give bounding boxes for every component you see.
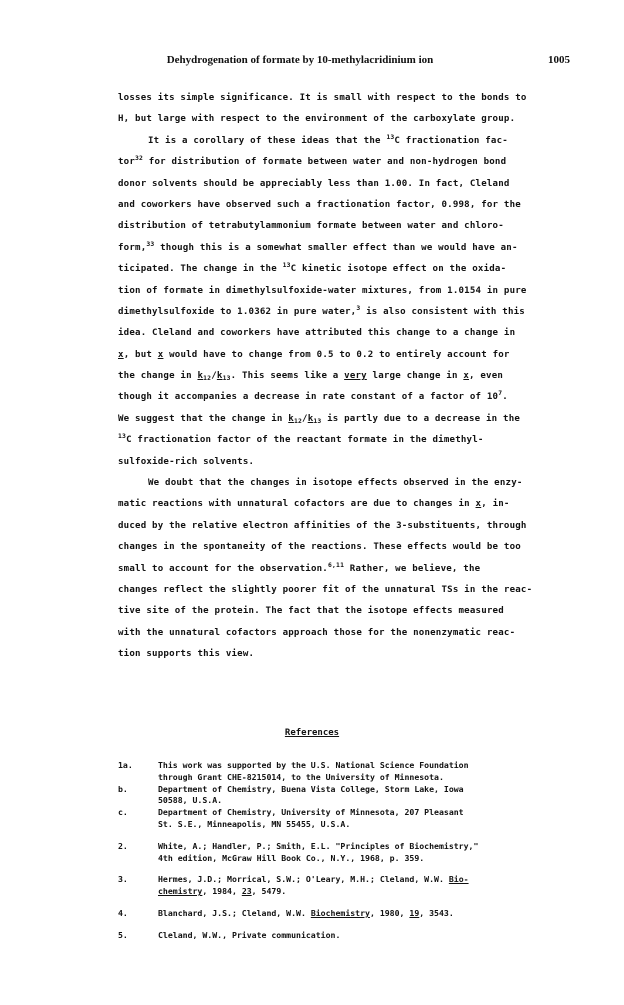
reference-item: 3. Hermes, J.D.; Morrical, S.W.; O'Leary, M.H.; Cleland, W.W. Bio- chemistry, 1984, 23, 5479. [118,874,469,897]
reference-item: 1a. This work was supported by the U.S. National Science Foundation through Grant CHE-8215014, to the University of Minnesota. [118,760,469,782]
text-line: with the unnatural cofactors approach those for the nonenzymatic reac- [118,627,516,638]
references-heading: References [284,728,340,738]
reference-item: c. Department of Chemistry, University of Minnesota, 207 Pleasant St. S.E., Minneapolis, MN 55455, U.S.A. [118,807,464,829]
text-line: duced by the relative electron affinities of the 3-substituents, through [118,520,527,531]
text-line: sulfoxide-rich solvents. [118,456,255,467]
text-line: H, but large with respect to the environment of the carboxylate group. [118,114,516,125]
text-line: It is a corollary of these ideas that the $^{13}$C fractionation fac- [148,132,508,146]
reference-item: b. Department of Chemistry, Buena Vista College, Storm Lake, Iowa 50588, U.S.A. [118,783,464,806]
running-header-title: Dehydrogenation of formate by 10-methylacridinium ion [166,54,434,66]
text-line: tion of formate in dimethylsulfoxide-water mixtures, from 1.0154 in pure [118,285,527,296]
text-line: though it accompanies a decrease in rate constant of a factor of $10^7$. [118,389,508,403]
text-line: and coworkers have observed such a fractionation factor, 0.998, for the [118,199,521,210]
text-line: donor solvents should be appreciably less than 1.00. In fact, Cleland [118,178,510,189]
text-line: tive site of the protein. The fact that the isotope effects measured [118,606,504,617]
text-line: tor$^{32}$ for distribution of formate between water and non-hydrogen bond [118,154,507,168]
text-line: distribution of tetrabutylammonium formate between water and chloro- [118,221,504,232]
reference-item: 2. White, A.; Handler, P.; Smith, E.L. "Principles of Biochemistry," 4th edition, McGraw Hill Book Co., N.Y., 1968, p. 359. [118,840,479,863]
text-line: losses its simple significance. It is small with respect to the bonds to [118,93,527,103]
text-line: We doubt that the changes in isotope effects observed in the enzy- [148,478,523,489]
text-line: changes reflect the slightly poorer fit of the unnatural TSs in the reac- [118,584,533,595]
text-line: small to account for the observation.$^{6,11}$ Rather, we believe, the [118,560,481,574]
text-line: matic reactions with unnatural cofactors are due to changes in x, in- [118,499,510,510]
text-line: idea. Cleland and coworkers have attributed this change to a change in [118,328,516,339]
references-list [118,760,538,942]
text-line: tion supports this view. [118,649,255,660]
text-line: changes in the spontaneity of the reactions. These effects would be too [118,542,521,553]
page-number: 1005 [548,54,570,66]
text-line: $^{13}$C fractionation factor of the reactant formate in the dimethyl- [118,432,484,446]
text-line: We suggest that the change in $k_{12}/k_{13}$ is partly due to a decrease in the [118,413,521,425]
text-line: ticipated. The change in the $^{13}$C kinetic isotope effect on the oxida- [118,261,507,275]
text-line: x, but x would have to change from 0.5 to 0.2 to entirely account for [118,349,510,360]
text-line: form,$^{33}$ though this is a somewhat smaller effect than we would have an- [118,239,518,253]
reference-item: 5. Cleland, W.W., Private communication. [118,929,341,940]
body-text [118,88,533,666]
text-line: the change in $k_{12}/k_{13}$. This seems like a very large change in x, even [118,371,504,383]
text-line: dimethylsulfoxide to 1.0362 in pure water,$^3$ is also consistent with this [118,303,525,317]
reference-item: 4. Blanchard, J.S.; Cleland, W.W. Biochemistry, 1980, 19, 3543. [118,907,454,918]
